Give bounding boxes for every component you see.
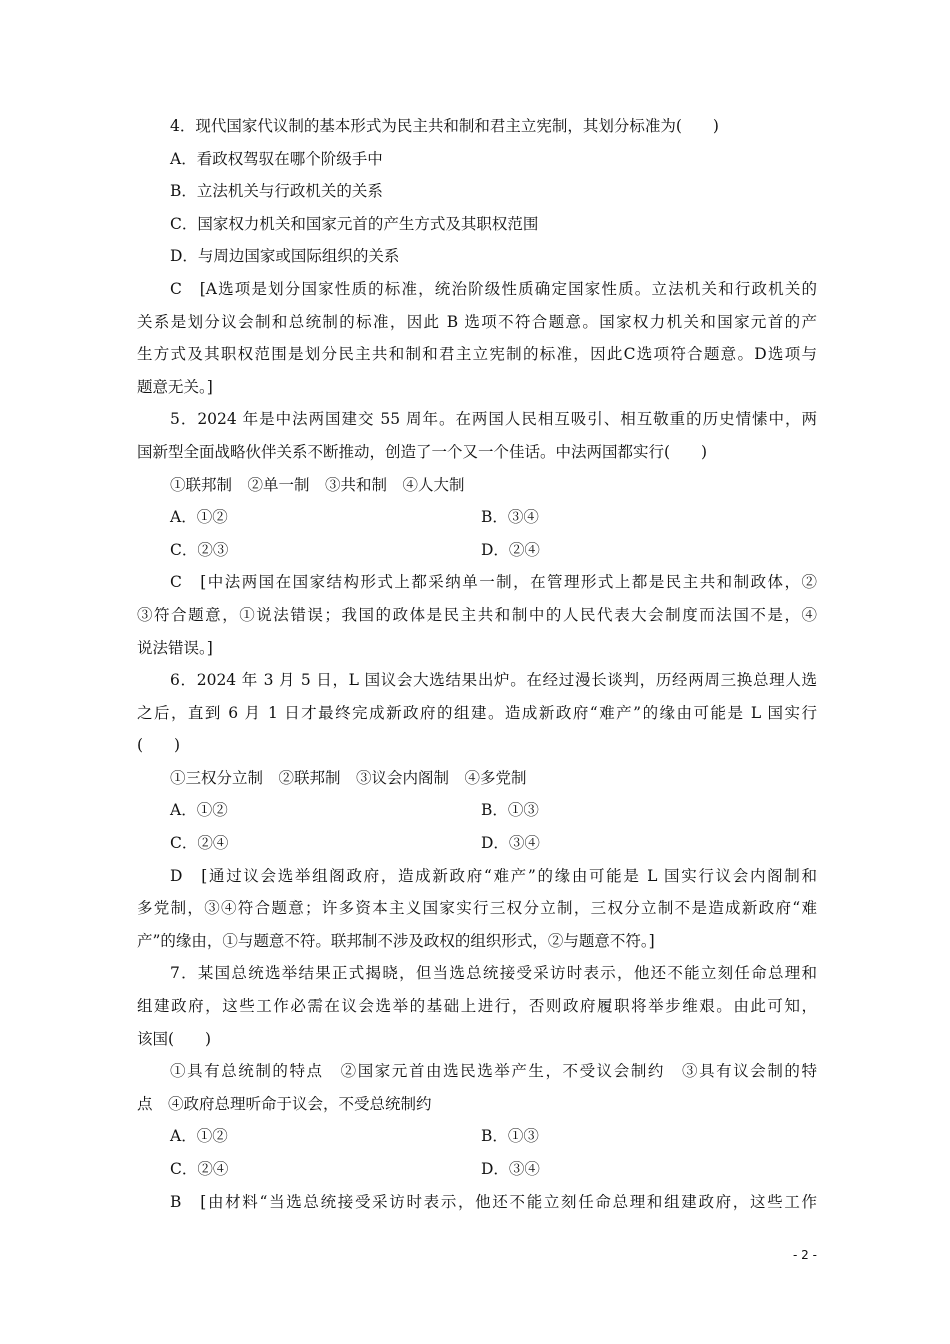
- q5-option-c: C．②③: [170, 540, 229, 559]
- q7-stem-line: 该国( ): [137, 1029, 212, 1048]
- q6-items: ①三权分立制 ②联邦制 ③议会内阁制 ④多党制: [170, 768, 527, 787]
- q5-answer-line: C [中法两国在国家结构形式上都采纳单一制，在管理形式上都是民主共和制政体，②: [170, 573, 817, 592]
- q6-option-b: B．①③: [481, 801, 539, 820]
- q5-options-row-2: [137, 534, 817, 567]
- q4-option-a: A．看政权驾驭在哪个阶级手中: [170, 149, 383, 168]
- q6-answer-line: 产”的缘由，①与题意不符。联邦制不涉及政权的组织形式，②与题意不符。]: [137, 931, 655, 950]
- q6-stem-line: ( ): [137, 736, 181, 755]
- q7-option-a: A．①②: [170, 1127, 228, 1146]
- q4-answer-line: 题意无关。]: [137, 377, 213, 396]
- q6-options-row-1: [137, 794, 817, 827]
- q7-option-c: C．②④: [170, 1160, 229, 1178]
- q5-option-b: B．③④: [481, 508, 539, 527]
- q5-answer-line: ③符合题意，①说法错误；我国的政体是民主共和制中的人民代表大会制度而法国不是，④: [137, 605, 817, 624]
- q6-answer-line: D [通过议会选举组阁政府，造成新政府“难产”的缘由可能是 L 国实行议会内阁制和: [170, 866, 817, 885]
- q7-option-b: B．①③: [481, 1127, 539, 1146]
- q5-options-row-1: [137, 501, 817, 534]
- q4-option-c: C．国家权力机关和国家元首的产生方式及其职权范围: [170, 214, 539, 233]
- q4-option-d: D．与周边国家或国际组织的关系: [170, 247, 400, 266]
- q7-options-row-2: [137, 1153, 817, 1186]
- q7-stem-line: 组建政府，这些工作必需在议会选举的基础上进行，否则政府履职将举步维艰。由此可知，: [137, 997, 817, 1016]
- q7-answer-line: B [由材料“当选总统接受采访时表示，他还不能立刻任命总理和组建政府，这些工作: [170, 1192, 817, 1211]
- q5-answer-line: 说法错误。]: [137, 638, 213, 657]
- q5-stem-line: 国新型全面战略伙伴关系不断推动，创造了一个又一个佳话。中法两国都实行( ): [137, 442, 708, 461]
- page-number: - 2 -: [793, 1248, 817, 1262]
- q6-option-c: C．②④: [170, 834, 229, 853]
- q7-options-row-1: [137, 1120, 817, 1153]
- q5-option-a: A．①②: [170, 508, 228, 527]
- q7-items-line: ①具有总统制的特点 ②国家元首由选民选举产生，不受议会制约 ③具有议会制的特: [170, 1062, 817, 1081]
- q4-option-b: B．立法机关与行政机关的关系: [170, 182, 383, 201]
- q5-stem-line: 5．2024 年是中法两国建交 55 周年。在两国人民相互吸引、相互敬重的历史情愫中，两: [170, 410, 817, 429]
- q4-answer-line: C [A选项是划分国家性质的标准，统治阶级性质确定国家性质。立法机关和行政机关的: [170, 279, 817, 298]
- q4-answer-line: 生方式及其职权范围是划分民主共和制和君主立宪制的标准，因此C选项符合题意。D选项与: [137, 345, 817, 364]
- q7-option-d: D．③④: [481, 1160, 540, 1178]
- q6-answer-line: 多党制，③④符合题意；许多资本主义国家实行三权分立制，三权分立制不是造成新政府“难: [137, 899, 817, 918]
- q5-items: ①联邦制 ②单一制 ③共和制 ④人大制: [170, 475, 465, 494]
- q6-stem-line: 之后，直到 6 月 1 日才最终完成新政府的组建。造成新政府“难产”的缘由可能是 L 国实行: [137, 703, 817, 722]
- q6-option-d: D．③④: [481, 834, 540, 853]
- q7-items-line: 点 ④政府总理听命于议会，不受总统制约: [137, 1094, 432, 1113]
- q7-stem-line: 7．某国总统选举结果正式揭晓，但当选总统接受采访时表示，他还不能立刻任命总理和: [170, 964, 817, 983]
- q5-option-d: D．②④: [481, 540, 540, 559]
- q6-options-row-2: [137, 827, 817, 860]
- q4-answer-line: 关系是划分议会制和总统制的标准，因此 B 选项不符合题意。国家权力机关和国家元首的产: [137, 312, 817, 331]
- document-page: [137, 110, 817, 1218]
- q6-stem-line: 6．2024 年 3 月 5 日，L 国议会大选结果出炉。在经过漫长谈判，历经两周三换总理人选: [170, 671, 817, 690]
- q4-stem: 4．现代国家代议制的基本形式为民主共和制和君主立宪制，其划分标准为( ): [170, 117, 719, 135]
- q6-option-a: A．①②: [170, 801, 228, 820]
